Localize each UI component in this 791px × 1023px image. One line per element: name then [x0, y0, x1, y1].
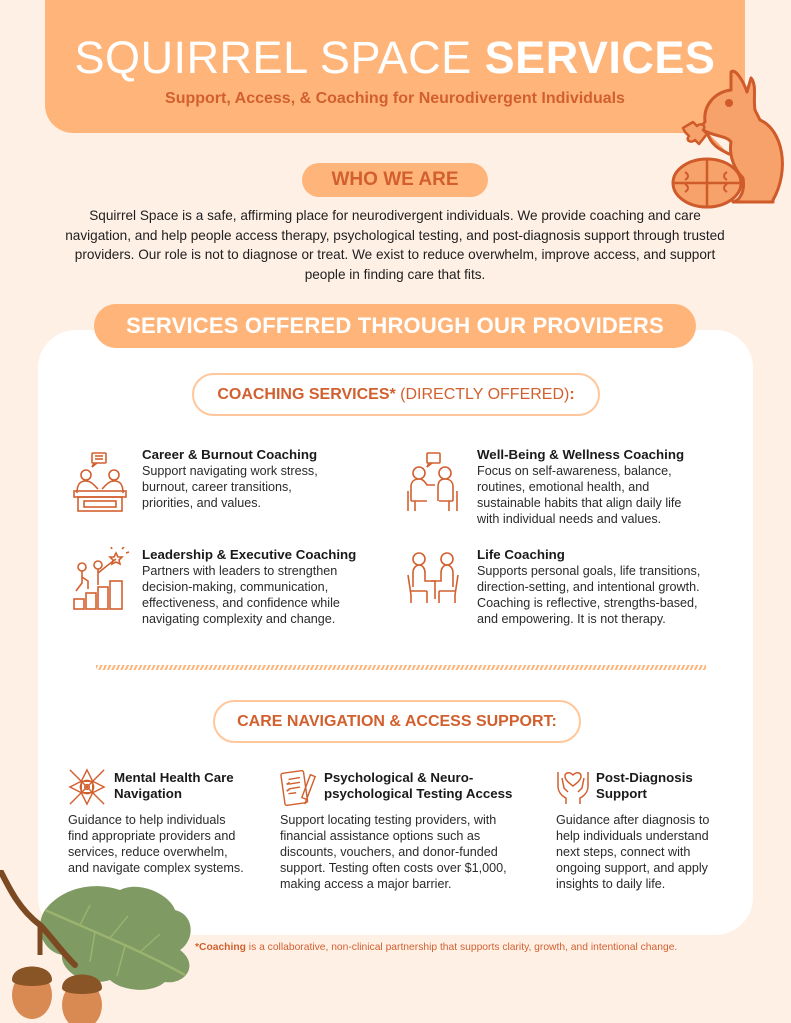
coaching-item-wellbeing — [405, 445, 725, 530]
navigation-compass-icon — [68, 768, 106, 806]
title-bold: SERVICES — [484, 32, 716, 83]
coaching-footnote — [195, 942, 677, 953]
care-item-testing-access — [280, 768, 540, 891]
service-title: Mental Health Care Navigation — [114, 770, 234, 801]
coaching-item-life — [405, 545, 725, 630]
footnote-bold: *Coaching — [195, 942, 246, 953]
services-heading: SERVICES OFFERED THROUGH OUR PROVIDERS — [94, 304, 696, 348]
page-title — [45, 32, 745, 84]
hands-heart-icon — [556, 768, 590, 806]
service-description: Partners with leaders to strengthen decision-making, communication, effectiveness, and confidence while navigating complexity and change. — [142, 564, 340, 626]
service-title: Leadership & Executive Coaching — [142, 547, 357, 562]
coaching-services-heading — [192, 373, 600, 416]
title-light: SQUIRREL SPACE — [74, 32, 472, 83]
care-navigation-heading: CARE NAVIGATION & ACCESS SUPPORT: — [213, 700, 581, 743]
care-item-post-diagnosis — [556, 768, 736, 891]
service-title: Well-Being & Wellness Coaching — [477, 447, 685, 462]
service-description: Guidance to help individuals find appropriate providers and services, reduce overwhelm, and navigate complex systems. — [68, 813, 244, 875]
footnote-text: is a collaborative, non-clinical partnership that supports clarity, growth, and intentional change. — [245, 942, 678, 953]
coaching-heading-bold: COACHING SERVICES* — [217, 386, 396, 403]
who-we-are-body: Squirrel Space is a safe, affirming place for neurodivergent individuals. We provide coaching and care navigation, and help people access therapy, psychological testing, and post-diagnosis support through trusted providers. Our role is not to diagnose or treat. We exist to reduce overwhelm, improve access, and support people in finding care that fits. — [65, 208, 725, 282]
wellbeing-conversation-icon — [405, 451, 465, 516]
coaching-item-career — [70, 445, 390, 525]
service-title: Career & Burnout Coaching — [142, 447, 318, 462]
header-banner — [45, 0, 745, 133]
life-coaching-chairs-icon — [405, 547, 465, 607]
service-description: Focus on self-awareness, balance, routines, emotional health, and sustainable habits that align daily life with individual needs and values. — [477, 464, 682, 526]
service-description: Supports personal goals, life transitions, direction-setting, and intentional growth. Coaching is reflective, strengths-based, and empowering. It is not therapy. — [477, 564, 701, 626]
coaching-heading-colon: : — [569, 386, 575, 403]
testing-clipboard-icon — [280, 768, 318, 808]
service-description: Guidance after diagnosis to help individuals understand next steps, connect with ongoing support, and apply insights to daily life. — [556, 813, 710, 891]
coaching-item-leadership — [70, 545, 390, 630]
service-title: Life Coaching — [477, 547, 565, 562]
career-meeting-icon — [72, 451, 132, 516]
section-divider — [96, 665, 706, 670]
who-we-are-heading: WHO WE ARE — [302, 163, 488, 197]
page-subtitle: Support, Access, & Coaching for Neurodivergent Individuals — [165, 90, 625, 107]
service-description: Support navigating work stress, burnout, career transitions, priorities, and values. — [142, 464, 318, 510]
service-title: Post-Diagnosis Support — [596, 770, 693, 801]
service-title: Psychological & Neuro-psychological Testing Access — [324, 770, 513, 801]
squirrel-icon — [655, 50, 785, 215]
coaching-heading-thin: (DIRECTLY OFFERED) — [395, 386, 570, 403]
service-description: Support locating testing providers, with financial assistance options such as discounts, vouchers, and donor-funded support. Testing often costs over $1,000, making access a major barrier. — [280, 813, 507, 891]
acorn-leaf-icon — [0, 870, 260, 1023]
leadership-steps-icon — [72, 547, 132, 612]
